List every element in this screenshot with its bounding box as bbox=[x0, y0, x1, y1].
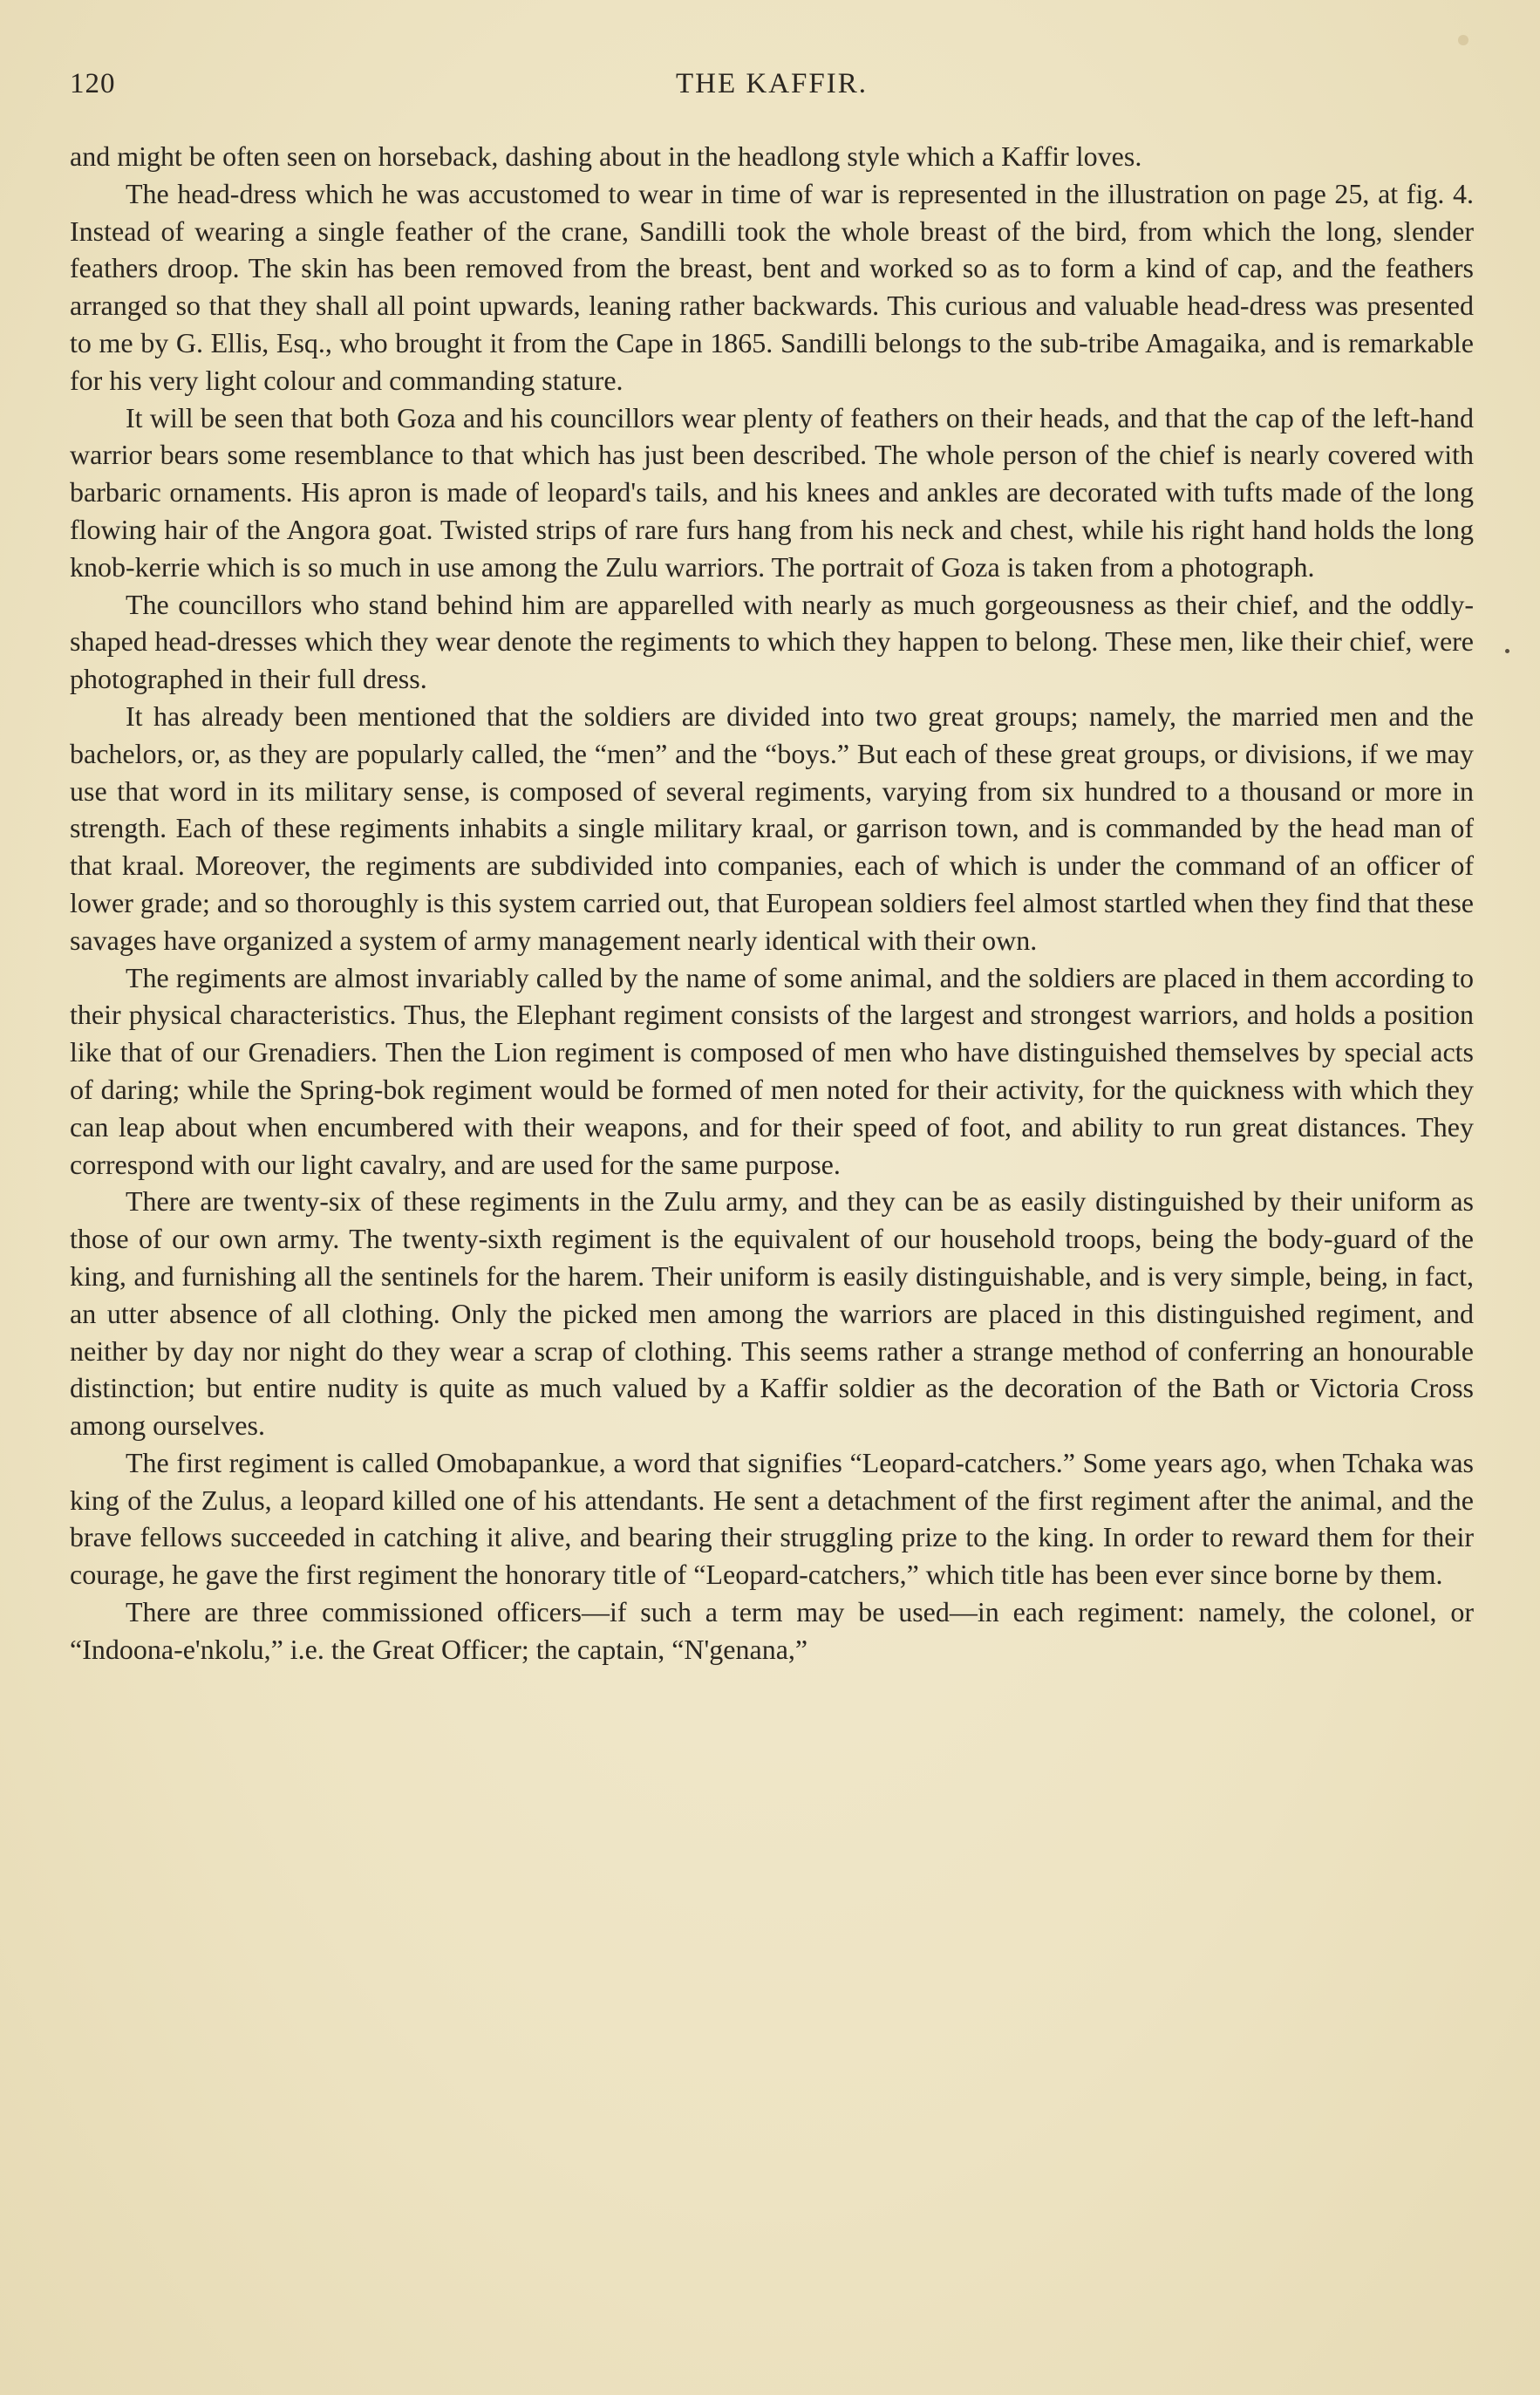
paragraph: There are three commissioned officers—if such a term may be used—in each regiment: namely, the colonel, or “Indoona-e'nkolu,” i.e. the Great Officer; the captain, “N'genana,” bbox=[70, 1596, 1474, 1665]
paragraph: The head-dress which he was accustomed to wear in time of war is represented in the illustration on page 25, at fig. 4. Instead of wearing a single feather of the crane, Sandilli took the whole breast of the bird, from which the long, slender feathers droop. The skin has been removed from the breast, bent and worked so as to form a kind of cap, and the feathers arranged so that they shall all point upwards, leaning rather backwards. This curious and valuable head-dress was presented to me by G. Ellis, Esq., who brought it from the Cape in 1865. Sandilli belongs to the sub-tribe Amagaika, and is remarkable for his very light colour and commanding stature. bbox=[70, 177, 1474, 396]
margin-mark bbox=[1505, 649, 1509, 653]
paragraph: It has already been mentioned that the soldiers are divided into two great groups; namely, the married men and the bachelors, or, as they are popularly called, the “men” and the “boys.” But each of these great groups, or divisions, if we may use that word in its military sense, is composed of several regiments, varying from six hundred to a thousand or more in strength. Each of these regiments inhabits a single military kraal, or garrison town, and is commanded by the head man of that kraal. Moreover, the regiments are subdivided into companies, each of which is under the command of an officer of lower grade; and so thoroughly is this system carried out, that European soldiers feel almost startled when they find that these savages have organized a system of army management nearly identical with their own. bbox=[70, 699, 1474, 956]
running-head: THE KAFFIR. bbox=[675, 68, 869, 99]
paragraph: It will be seen that both Goza and his councillors wear plenty of feathers on their heads, and that the cap of the left-hand warrior bears some resemblance to that which has just been described. The whole person of the chief is nearly covered with barbaric ornaments. His apron is made of leopard's tails, and his knees and ankles are decorated with tufts made of the long flowing hair of the Angora goat. Twisted strips of rare furs hang from his neck and chest, while his right hand holds the long knob-kerrie which is so much in use among the Zulu warriors. The portrait of Goza is taken from a photograph. bbox=[70, 401, 1474, 583]
paragraph: The first regiment is called Omobapankue, a word that signifies “Leopard-catchers.” Some years ago, when Tchaka was king of the Zulus, a leopard killed one of his attendants. He sent a detachment of the first regiment after the animal, and the brave fellows succeeded in catching it alive, and bearing their struggling prize to the king. In order to reward them for their courage, he gave the first regiment the honorary title of “Leopard-catchers,” which title has been ever since borne by them. bbox=[70, 1446, 1474, 1591]
paragraph: and might be often seen on horseback, dashing about in the headlong style which a Kaffir loves. bbox=[70, 140, 1142, 172]
page-number: 120 bbox=[70, 68, 116, 99]
paragraph: The councillors who stand behind him are apparelled with nearly as much gorgeousness as their chief, and the oddly-shaped head-dresses which they wear denote the regiments to which they happen to belong. These men, like their chief, were photographed in their full dress. bbox=[70, 588, 1474, 695]
body-text bbox=[70, 138, 1474, 1668]
page-header bbox=[70, 68, 1474, 112]
paragraph: The regiments are almost invariably called by the name of some animal, and the soldiers are placed in them according to their physical characteristics. Thus, the Elephant regiment consists of the largest and strongest warriors, and holds a position like that of our Grenadiers. Then the Lion regiment is composed of men who have distinguished themselves by special acts of daring; while the Spring-bok regiment would be formed of men noted for their activity, for the quickness with which they can leap about when encumbered with their weapons, and for their speed of foot, and ability to run great distances. They correspond with our light cavalry, and are used for the same purpose. bbox=[70, 961, 1474, 1180]
paper-stain bbox=[1458, 35, 1468, 45]
paragraph: There are twenty-six of these regiments in the Zulu army, and they can be as easily distinguished by their uniform as those of our own army. The twenty-sixth regiment is the equivalent of our household troops, being the body-guard of the king, and furnishing all the sentinels for the harem. Their uniform is easily distinguishable, and is very simple, being, in fact, an utter absence of all clothing. Only the picked men among the warriors are placed in this distinguished regiment, and neither by day nor night do they wear a scrap of clothing. This seems rather a strange method of conferring an honourable distinction; but entire nudity is quite as much valued by a Kaffir soldier as the decoration of the Bath or Victoria Cross among ourselves. bbox=[70, 1185, 1474, 1442]
